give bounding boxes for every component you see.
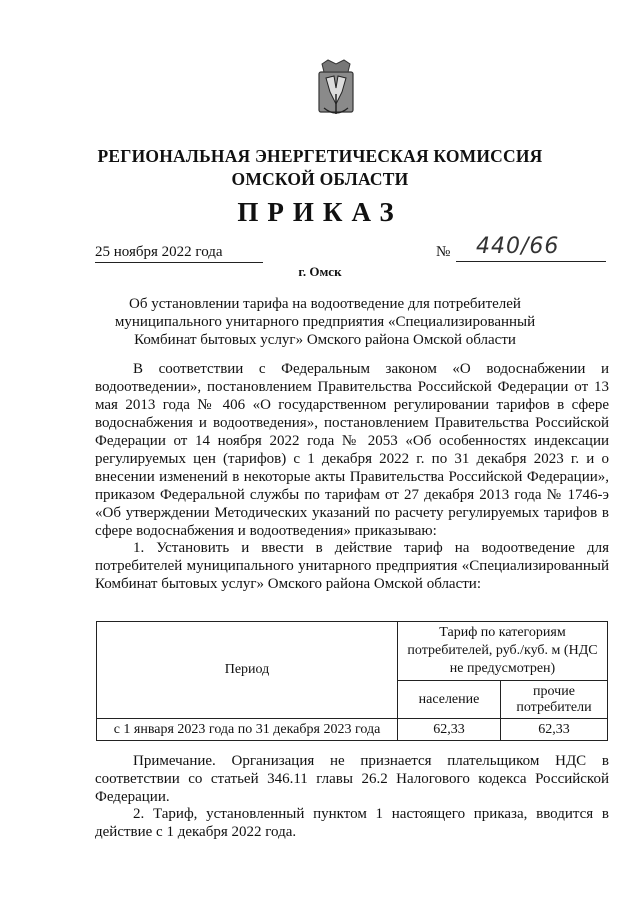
order-date: 25 ноября 2022 года <box>95 244 263 263</box>
note-paragraph: Примечание. Организация не признается плательщиком НДС в соответствии со статьей 346.11 главы 26.2 Налогового кодекса Российской Федерации. <box>95 753 609 805</box>
other-consumers-header: прочие потребители <box>501 681 608 719</box>
period-header: Период <box>97 622 398 719</box>
number-label: № <box>436 244 451 260</box>
table-cell-other: 62,33 <box>501 719 608 741</box>
item-2-paragraph: 2. Тариф, установленный пунктом 1 настоящего приказа, вводится в действие с 1 декабря 2022 года. <box>95 806 609 840</box>
population-header: население <box>398 681 501 719</box>
table-row-period: с 1 января 2023 года по 31 декабря 2023 года <box>97 719 398 741</box>
order-subject: Об установлении тарифа на водоотведение для потребителей муниципального унитарного предприятия «Специализированный Комбинат бытовых услуг» Омского района Омской области <box>114 296 536 348</box>
coat-of-arms-icon <box>318 58 354 120</box>
org-name-line2: ОМСКОЙ ОБЛАСТИ <box>231 169 409 189</box>
table-cell-population: 62,33 <box>398 719 501 741</box>
number-underline <box>456 261 606 262</box>
item-1-paragraph: 1. Установить и ввести в действие тариф на водоотведение для потребителей муниципального унитарного предприятия «Специализированный Комбинат бытовых услуг» Омского района Омской области: <box>95 540 609 592</box>
tariff-table <box>96 621 608 741</box>
preamble-paragraph: В соответствии с Федеральным законом «О водоснабжении и водоотведении», постановлением Правительства Российской Федерации от 13 мая 2013 года № 406 «О государственном регулировании тарифов в сфере водоснабжения и водоотведения», постановлением Правительства Российской Федерации от 14 ноября 2022 года № 2053 «Об особенностях индексации регулируемых цен (тарифов) с 1 декабря 2022 г. по 31 декабря 2023 г. и о внесении изменений в некоторые акты Правительства Российской Федерации», приказом Федеральной службы по тарифам от 27 декабря 2013 года № 1746-э «Об утверждении Методических указаний по расчету регулируемых тарифов в сфере водоснабжения и водоотведения» приказываю: <box>95 361 609 539</box>
doc-title: ПРИКАЗ <box>237 197 403 227</box>
org-name-line1: РЕГИОНАЛЬНАЯ ЭНЕРГЕТИЧЕСКАЯ КОМИССИЯ <box>97 146 543 166</box>
order-number-handwritten: 440/66 <box>476 234 560 259</box>
tariff-header: Тариф по категориям потребителей, руб./куб. м (НДС не предусмотрен) <box>398 622 608 681</box>
order-number-field <box>436 234 606 264</box>
order-city: г. Омск <box>298 264 342 279</box>
